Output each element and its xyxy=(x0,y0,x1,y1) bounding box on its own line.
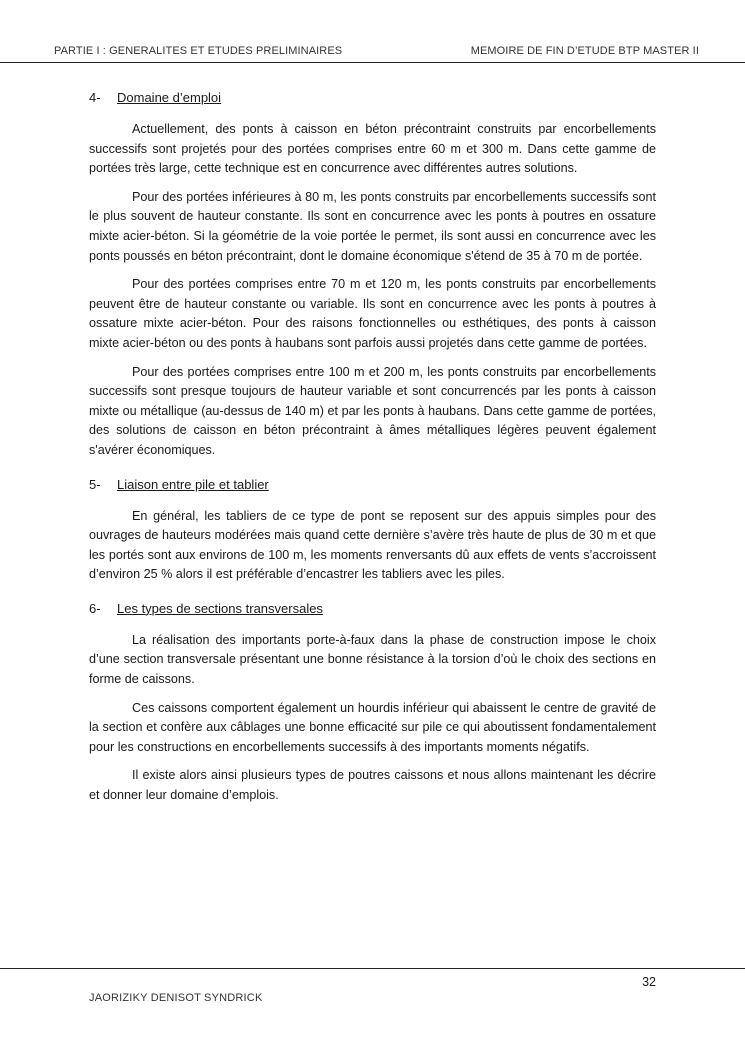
section-number: 4- xyxy=(89,90,101,105)
page-number: 32 xyxy=(642,975,656,989)
author-name: JAORIZIKY DENISOT SYNDRICK xyxy=(89,992,263,1004)
header-part-title: PARTIE I : GENERALITES ET ETUDES PRELIMINAIRES xyxy=(54,45,343,57)
header-divider xyxy=(0,62,745,63)
section-title: Les types de sections transversales xyxy=(117,600,323,616)
paragraph: En général, les tabliers de ce type de pont se reposent sur des appuis simples pour des ouvrages de hauteurs modérées mais quand cette dernière s’avère très haute de plus de 30 m et que les portés sont aux environs de 100 m, les moments renversants dû aux effets de vents s’accroissent d’environ 25 % alors il est préférable d’encastrer les tabliers avec les piles. xyxy=(89,508,656,582)
section-heading-sections-transversales xyxy=(89,599,656,619)
paragraph: Pour des portées comprises entre 100 m et 200 m, les ponts construits par encorbellements successifs sont presque toujours de hauteur variable et sont concurrencés par les ponts à caisson mixte ou métallique (au-dessus de 140 m) et par les ponts à haubans. Dans cette gamme de portées, des solutions de caisson en béton précontraint à âmes métalliques légères peuvent également s'avérer économiques. xyxy=(89,364,656,457)
paragraph: La réalisation des importants porte-à-faux dans la phase de construction impose le choix d’une section transversale présentant une bonne résistance à la torsion d’où le choix des sections en forme de caissons. xyxy=(89,632,656,687)
paragraph: Ces caissons comportent également un hourdis inférieur qui abaissent le centre de gravité de la section et confère aux câblages une bonne efficacité sur pile ce qui aboutissent fondamentalement pour les constructions en encorbellements successifs à des importants moments négatifs. xyxy=(89,700,656,754)
section-title: Liaison entre pile et tablier xyxy=(117,476,269,492)
paragraph: Pour des portées comprises entre 70 m et 120 m, les ponts construits par encorbellements peuvent être de hauteur constante ou variable. Ils sont en concurrence avec les ponts à poutres à ossature mixte acier-béton. Pour des raisons fonctionnelles ou esthétiques, des ponts à caisson mixte acier-béton ou des ponts à haubans sont parfois aussi projetés dans cette gamme de portées. xyxy=(89,277,656,350)
section-number: 5- xyxy=(89,476,101,492)
footer-divider xyxy=(0,968,745,969)
running-header xyxy=(54,45,699,61)
section-title: Domaine d’emploi xyxy=(117,90,222,105)
page-body xyxy=(89,88,656,815)
header-document-title: MEMOIRE DE FIN D’ETUDE BTP MASTER II xyxy=(470,45,699,57)
paragraph: Pour des portées inférieures à 80 m, les ponts construits par encorbellements successifs sont le plus souvent de hauteur constante. Ils sont en concurrence avec les ponts à poutres en ossature mixte acier-béton. Si la géométrie de la voie portée le permet, ils sont aussi en concurrence avec les ponts poussés en béton précontraint, dont le domaine économique s'étend de 35 à 70 m de portée. xyxy=(89,189,656,263)
paragraph: Actuellement, des ponts à caisson en béton précontraint construits par encorbellements successifs sont projetés pour des portées comprises entre 60 m et 300 m. Dans cette gamme de portées très large, cette technique est en concurrence avec différentes autres solutions. xyxy=(89,122,656,176)
paragraph: Il existe alors ainsi plusieurs types de poutres caissons et nous allons maintenant les décrire et donner leur domaine d’emplois. xyxy=(89,768,656,803)
section-heading-liaison-pile-tablier xyxy=(89,475,656,495)
section-number: 6- xyxy=(89,600,101,616)
section-heading-domaine-emploi xyxy=(89,88,656,108)
